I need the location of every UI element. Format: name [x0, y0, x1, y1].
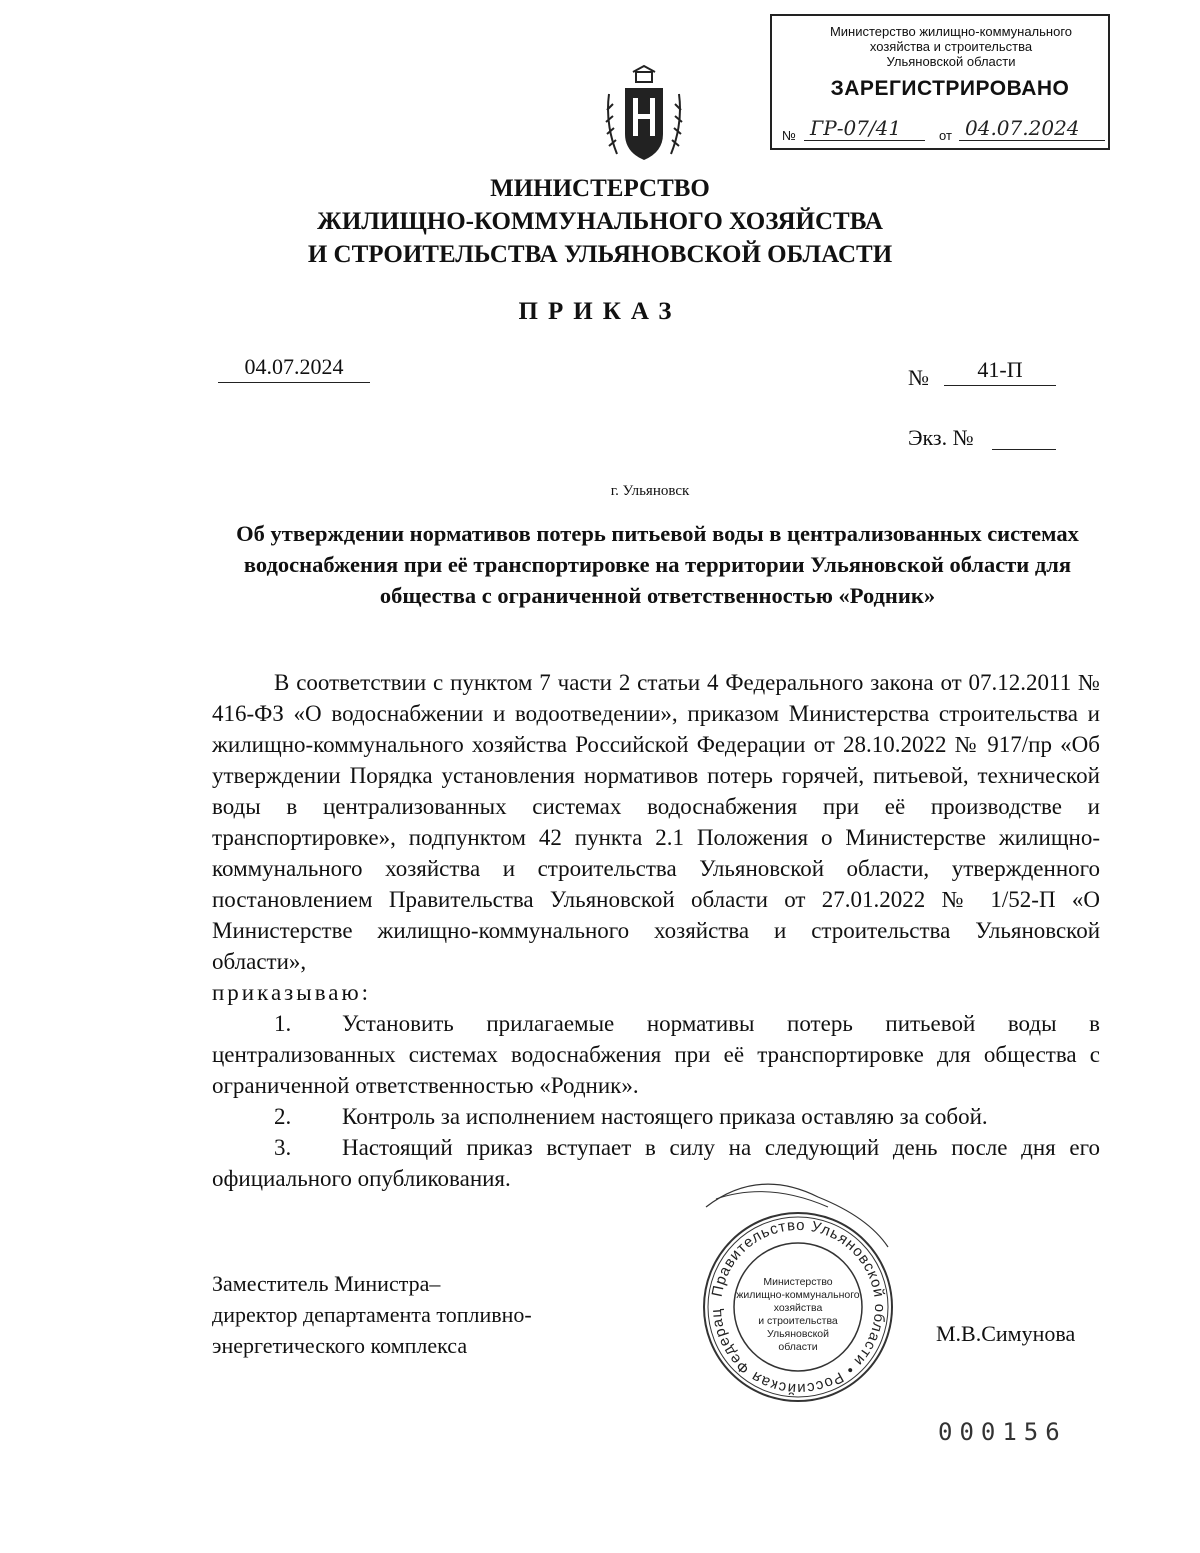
- page-stamp-number: 000156: [938, 1418, 1067, 1446]
- ministry-title: МИНИСТЕРСТВО ЖИЛИЩНО-КОММУНАЛЬНОГО ХОЗЯЙСТВА И СТРОИТЕЛЬСТВА УЛЬЯНОВСКОЙ ОБЛАСТИ: [307, 175, 893, 268]
- registration-stamp-organization: Министерство жилищно-коммунального хозяйства и строительства Ульяновской области: [829, 24, 1073, 69]
- order-word: приказываю:: [212, 980, 372, 1005]
- registration-number: ГР-07/41: [804, 116, 925, 141]
- copy-number-blank: [992, 449, 1056, 450]
- list-item: 2. Контроль за исполнением настоящего приказа оставляю за собой.: [274, 1104, 988, 1129]
- seal-center-line: Министерство: [763, 1276, 833, 1288]
- document-subject: Об утверждении нормативов потерь питьевой воды в централизованных системах водоснабжения при её транспортировке на территории Ульяновской области для общества с ограниченной ответственностью «Родник»: [236, 521, 1079, 608]
- document-number-label: №: [908, 365, 929, 390]
- document-date: 04.07.2024: [218, 354, 370, 383]
- round-seal: [698, 1177, 898, 1417]
- list-item: 1. Установить прилагаемые нормативы потерь питьевой воды в централизованных системах водоснабжения при её транспортировке для общества с ограниченной ответственностью «Родник».: [212, 1011, 1100, 1098]
- signer-name: М.В.Симунова: [936, 1321, 1076, 1346]
- registration-number-label: №: [782, 128, 796, 143]
- seal-center-line: хозяйства: [773, 1302, 823, 1314]
- seal-center-line: и строительства: [758, 1315, 838, 1327]
- city: г. Ульяновск: [610, 483, 690, 499]
- registration-date: 04.07.2024: [959, 116, 1105, 141]
- registration-line: [782, 116, 1100, 146]
- preamble: В соответствии с пунктом 7 части 2 статьи 4 Федерального закона от 07.12.2011 № 416-ФЗ «О водоснабжении и водоотведении», приказом Министерства строительства и жилищно-коммунального хозяйства Российской Федерации от 28.10.2022 № 917/пр «Об утверждении Порядка установления нормативов потерь горячей, питьевой, технической воды в централизованных системах водоснабжения при её производстве и транспортировке», подпунктом 42 пункта 2.1 Положения о Министерстве жилищно-коммунального хозяйства и строительства Ульяновской области, утвержденного постановлением Правительства Ульяновской области от 27.01.2022 № 1/52-П «О Министерстве жилищно-коммунального хозяйства и строительства Ульяновской области»,: [212, 670, 1100, 974]
- document-number: 41-П: [944, 357, 1056, 386]
- registration-status: ЗАРЕГИСТРИРОВАНО: [830, 77, 1070, 100]
- registration-date-label: от: [939, 128, 952, 143]
- copy-number-label: Экз. №: [908, 425, 974, 450]
- registration-stamp: [770, 14, 1110, 150]
- seal-ring-text: Правительство Ульяновской области • Российская Федерац: [707, 1216, 889, 1398]
- seal-center-line: Ульяновской: [766, 1328, 830, 1340]
- signer-position: Заместитель Министра– директор департамента топливно- энергетического комплекса: [212, 1271, 532, 1358]
- document-body: [212, 667, 1100, 1194]
- seal-center-line: области: [778, 1341, 818, 1353]
- coat-of-arms-icon: [603, 64, 685, 164]
- seal-center-line: жилищно-коммунального: [736, 1289, 860, 1301]
- document-type: ПРИКАЗ: [518, 298, 682, 325]
- list-item: 3. Настоящий приказ вступает в силу на следующий день после дня его официального опубликования.: [212, 1135, 1100, 1191]
